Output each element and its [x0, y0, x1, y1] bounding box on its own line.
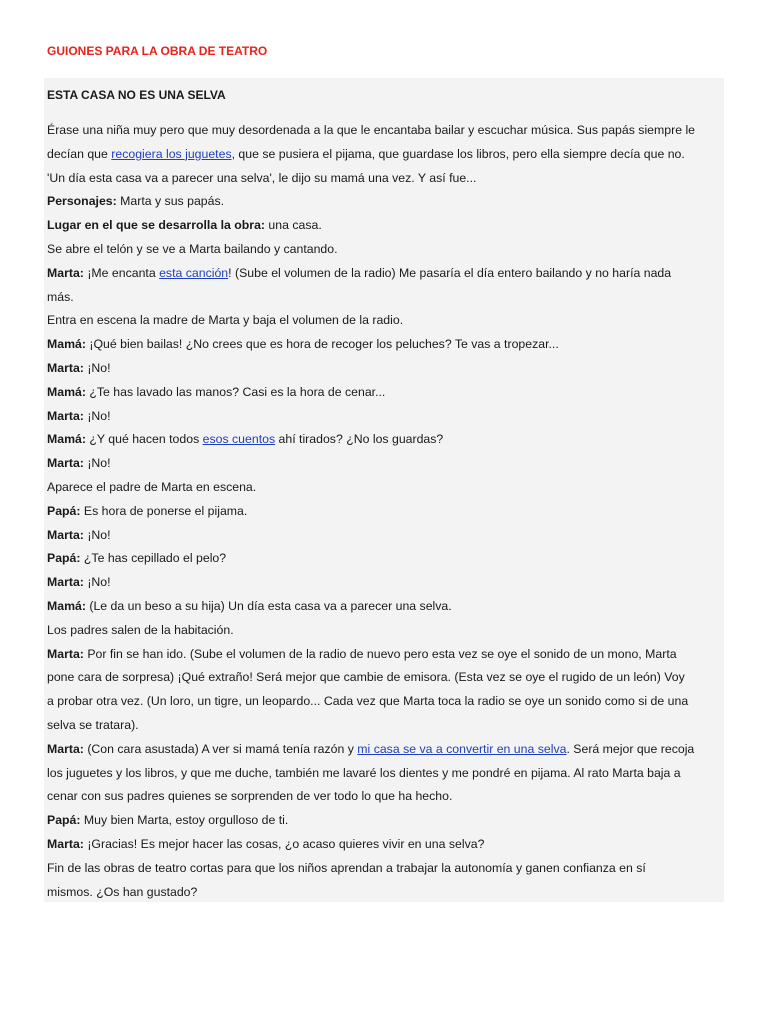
dialogue-continuation: los juguetes y los libros, y que me duche, también me lavaré los dientes y me pondré en pijama. Al rato Marta baja a — [47, 765, 681, 780]
speaker: Marta: — [47, 741, 84, 756]
speaker: Mamá: — [47, 337, 86, 352]
page-heading: GUIONES PARA LA OBRA DE TEATRO — [47, 44, 268, 58]
dialogue-line — [47, 595, 721, 619]
dialogue-line — [47, 333, 721, 357]
link-esta-cancion[interactable]: esta canción — [159, 265, 229, 280]
speaker: Marta: — [47, 408, 84, 423]
dialogue-text: (Le da un beso a su hija) Un día esta casa va a parecer una selva. — [85, 598, 452, 613]
dialogue-line — [47, 571, 721, 595]
dialogue-line — [47, 357, 721, 381]
dialogue-line — [47, 738, 721, 762]
dialogue-text: Muy bien Marta, estoy orgulloso de ti. — [80, 813, 289, 828]
dialogue-text: Es hora de ponerse el pijama. — [80, 503, 248, 518]
dialogue-continuation: a probar otra vez. (Un loro, un tigre, un leopardo... Cada vez que Marta toca la radio se oye un sonido como si de una — [47, 694, 689, 709]
closing-line-2: mismos. ¿Os han gustado? — [47, 884, 198, 899]
dialogue-continuation: selva se tratara). — [47, 717, 139, 732]
dialogue-text: ¿Te has cepillado el pelo? — [80, 551, 227, 566]
dialogue-line — [47, 524, 721, 548]
dialogue-line — [47, 833, 721, 857]
dialogue-text: ¡Qué bien bailas! ¿No crees que es hora de recoger los peluches? Te vas a tropezar... — [85, 337, 559, 352]
speaker: Mamá: — [47, 384, 86, 399]
personajes-text: Marta y sus papás. — [116, 194, 225, 209]
dialogue-text: ! (Sube el volumen de la radio) Me pasaría el día entero bailando y no haría nada — [228, 265, 672, 280]
speaker: Marta: — [47, 646, 84, 661]
speaker: Papá: — [47, 551, 81, 566]
closing-line-1: Fin de las obras de teatro cortas para que los niños aprendan a trabajar la autonomía y ganen confianza en sí — [47, 860, 646, 875]
dialogue-line — [47, 809, 721, 833]
speaker: Marta: — [47, 265, 84, 280]
dialogue-line — [47, 405, 721, 429]
dialogue-line — [47, 262, 721, 286]
link-mi-casa-selva[interactable]: mi casa se va a convertir en una selva — [357, 741, 567, 756]
intro-text: , que se pusiera el pijama, que guardase los libros, pero ella siempre decía que no. — [231, 146, 685, 161]
dialogue-line — [47, 452, 721, 476]
lugar-line — [47, 214, 721, 238]
speaker: Marta: — [47, 527, 84, 542]
story-title: ESTA CASA NO ES UNA SELVA — [47, 88, 226, 102]
dialogue-text: Por fin se han ido. (Sube el volumen de la radio de nuevo pero esta vez se oye el sonido de un mono, Marta — [83, 646, 677, 661]
dialogue-line — [47, 500, 721, 524]
speaker: Papá: — [47, 813, 81, 828]
speaker: Marta: — [47, 456, 84, 471]
dialogue-text: ¡Gracias! Es mejor hacer las cosas, ¿o acaso quieres vivir en una selva? — [83, 836, 485, 851]
link-esos-cuentos[interactable]: esos cuentos — [202, 432, 276, 447]
speaker: Mamá: — [47, 432, 86, 447]
dialogue-line — [47, 547, 721, 571]
dialogue-text: ¡No! — [83, 575, 111, 590]
lugar-text: una casa. — [265, 218, 322, 233]
story-body — [47, 119, 721, 904]
link-recogiera-juguetes[interactable]: recogiera los juguetes — [111, 146, 232, 161]
dialogue-text: ¡No! — [83, 456, 111, 471]
intro-line-1: Érase una niña muy pero que muy desordenada a la que le encantaba bailar y escuchar música. Sus papás siempre le — [47, 123, 696, 137]
dialogue-text: ¡No! — [83, 360, 111, 375]
dialogue-text: ¡No! — [83, 408, 111, 423]
dialogue-text: . Será mejor que recoja — [566, 741, 695, 756]
speaker: Mamá: — [47, 598, 86, 613]
stage-direction: Los padres salen de la habitación. — [47, 622, 234, 637]
dialogue-line — [47, 643, 721, 667]
intro-text: decían que — [47, 146, 112, 161]
dialogue-line — [47, 381, 721, 405]
dialogue-continuation: cenar con sus padres quienes se sorprenden de ver todo lo que ha hecho. — [47, 789, 453, 804]
dialogue-line — [47, 428, 721, 452]
intro-line-3: 'Un día esta casa va a parecer una selva', le dijo su mamá una vez. Y así fue... — [47, 170, 477, 185]
dialogue-continuation: más. — [47, 289, 74, 304]
dialogue-text: ¿Y qué hacen todos — [85, 432, 203, 447]
dialogue-continuation: pone cara de sorpresa) ¡Qué extraño! Será mejor que cambie de emisora. (Esta vez se oye el rugido de un león) Voy — [47, 670, 685, 685]
personajes-line — [47, 190, 721, 214]
dialogue-text: ¡No! — [83, 527, 111, 542]
script-content — [44, 78, 724, 902]
stage-direction: Se abre el telón y se ve a Marta bailando y cantando. — [47, 241, 338, 256]
speaker: Marta: — [47, 360, 84, 375]
lugar-label: Lugar en el que se desarrolla la obra: — [47, 218, 265, 233]
dialogue-text: ¿Te has lavado las manos? Casi es la hora de cenar... — [85, 384, 386, 399]
dialogue-text: ¡Me encanta — [83, 265, 160, 280]
intro-line-2 — [47, 143, 721, 167]
personajes-label: Personajes: — [47, 194, 117, 209]
speaker: Marta: — [47, 575, 84, 590]
stage-direction: Entra en escena la madre de Marta y baja el volumen de la radio. — [47, 313, 404, 328]
stage-direction: Aparece el padre de Marta en escena. — [47, 479, 257, 494]
dialogue-text: ahí tirados? ¿No los guardas? — [275, 432, 444, 447]
speaker: Papá: — [47, 503, 81, 518]
speaker: Marta: — [47, 836, 84, 851]
dialogue-text: (Con cara asustada) A ver si mamá tenía razón y — [83, 741, 358, 756]
